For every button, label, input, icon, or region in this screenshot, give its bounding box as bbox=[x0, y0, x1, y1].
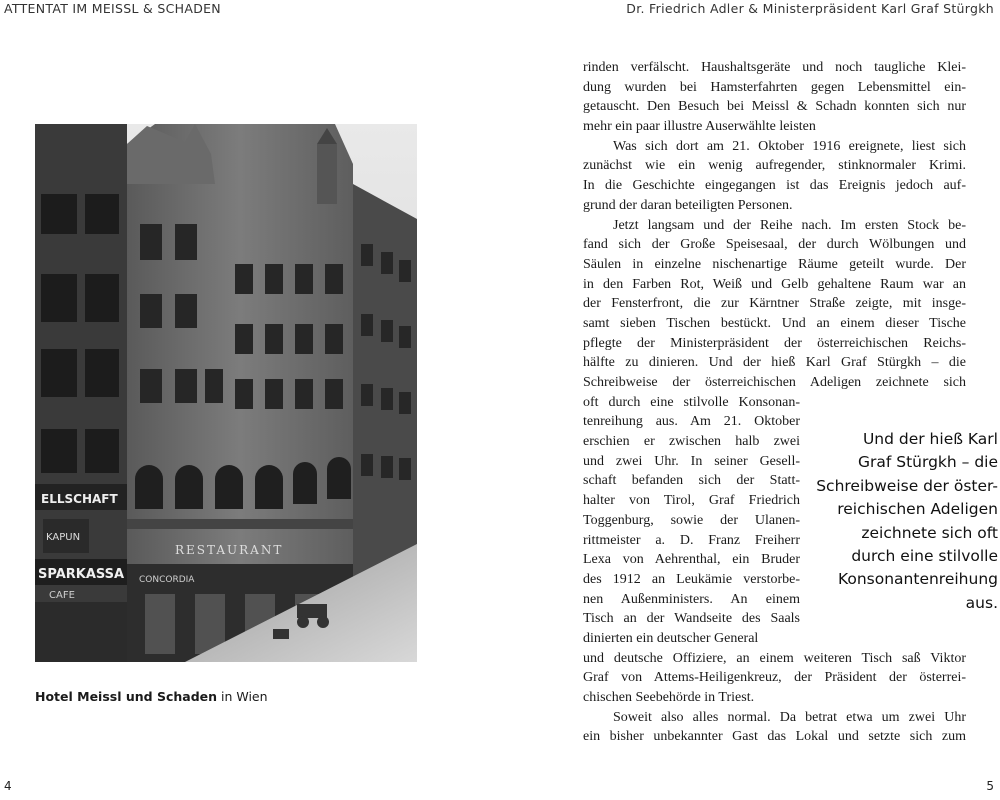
body-line: hälfte zu dinieren. Und der hieß Karl Graf Stürgkh – die bbox=[583, 355, 966, 371]
sign-concordia: CONCORDIA bbox=[139, 575, 195, 585]
pull-quote-line: durch eine stilvolle bbox=[851, 547, 998, 566]
body-line: oft durch eine stilvolle Konsonan- bbox=[583, 394, 800, 410]
pull-quote-line: reichischen Adeligen bbox=[837, 500, 998, 519]
body-line: schaft befanden sich der Statt- bbox=[583, 473, 800, 489]
body-line: tenreihung aus. Am 21. Oktober bbox=[583, 414, 800, 430]
body-line: dung wurden bei Hamsterfahrten gegen Lebensmittel ein- bbox=[583, 79, 966, 95]
body-line: Jetzt langsam und der Reihe nach. Im ersten Stock be- bbox=[613, 217, 966, 233]
body-line: und deutsche Offiziere, an einem weiteren Tisch saß Viktor bbox=[583, 650, 966, 666]
body-line: Schreibweise der österreichischen Adeligen zeichnete sich bbox=[583, 375, 966, 390]
sign-kapun: KAPUN bbox=[46, 532, 81, 543]
body-line: zunächst wie ein wenig aufregender, stinknormaler Krimi. bbox=[583, 158, 966, 174]
body-line: rittmeister a. D. Franz Freiherr bbox=[583, 532, 800, 548]
body-line: chischen Seebehörde in Triest. bbox=[583, 690, 755, 705]
pull-quote-line: zeichnete sich oft bbox=[861, 523, 998, 542]
body-line: erschien er zwischen halb zwei bbox=[583, 434, 800, 450]
pull-quote-line: Konsonantenreihung bbox=[837, 570, 998, 589]
body-line: nen Außenministers. An einem bbox=[583, 591, 800, 607]
body-line: ein bisher unbekannter Gast das Lokal und setzte sich zum bbox=[583, 729, 966, 745]
body-line: der Fensterfront, die zur Kärntner Straße zeigte, mit insge- bbox=[583, 296, 966, 312]
body-line: Was sich dort am 21. Oktober 1916 ereignete, liest sich bbox=[613, 138, 966, 154]
body-text bbox=[583, 58, 966, 747]
running-header-right: Dr. Friedrich Adler & Ministerpräsident Karl Graf Stürgkh bbox=[626, 1, 994, 16]
body-line: mehr ein paar illustre Auserwählte leisten bbox=[583, 119, 816, 135]
running-header-left: ATTENTAT IM MEISSL & SCHADEN bbox=[4, 1, 221, 16]
page-number-left: 4 bbox=[4, 779, 12, 793]
body-line: des 1912 an Leukämie verstorbe- bbox=[583, 571, 800, 587]
pull-quote-line: Und der hieß Karl bbox=[862, 430, 998, 448]
hotel-photo bbox=[35, 124, 417, 662]
figure-caption bbox=[35, 689, 268, 704]
page-number-right: 5 bbox=[986, 779, 994, 793]
pull-quote-line: Schreibweise der öster- bbox=[816, 476, 998, 495]
body-line: Lexa von Aehrenthal, ein Bruder bbox=[583, 552, 800, 568]
caption-location: in Wien bbox=[217, 689, 268, 704]
body-line: Tisch an der Wandseite des Saals bbox=[583, 611, 800, 627]
body-line: Toggenburg, sowie der Ulanen- bbox=[583, 512, 800, 528]
body-line: in den Farben Rot, Weiß und Gelb gehaltene Raum war an bbox=[583, 276, 966, 292]
body-line: pflegte der Ministerpräsident der österreichischen Reichs- bbox=[583, 335, 966, 351]
sign-cafe: CAFE bbox=[49, 590, 75, 601]
sign-sparkassa: SPARKASSA bbox=[38, 567, 125, 582]
body-line: In die Geschichte eingegangen ist das Ereignis jedoch auf- bbox=[583, 178, 966, 194]
sign-ellschaft: ELLSCHAFT bbox=[41, 492, 118, 506]
body-line: rinden verfälscht. Haushaltsgeräte und noch taugliche Klei- bbox=[583, 60, 966, 75]
sign-restaurant: RESTAURANT bbox=[175, 543, 284, 557]
body-line: Säulen in einzelne nischenartige Räume geteilt wurde. Der bbox=[583, 256, 966, 272]
body-line: halter von Tirol, Graf Friedrich bbox=[583, 493, 800, 509]
pull-quote bbox=[812, 428, 998, 615]
body-line: fand sich der Große Speisesaal, der durch Wölbungen und bbox=[583, 237, 966, 253]
body-line: Graf von Attems-Heiligenkreuz, der Präsident der österrei- bbox=[583, 670, 966, 686]
body-line: und zwei Uhr. In seiner Gesell- bbox=[583, 453, 800, 469]
body-line: Soweit also alles normal. Da betrat etwa um zwei Uhr bbox=[613, 709, 966, 725]
pull-quote-line: Graf Stürgkh – die bbox=[857, 453, 998, 472]
body-line: getauscht. Den Besuch bei Meissl & Schadn konnten sich nur bbox=[583, 99, 966, 115]
body-line: dinierten ein deutscher General bbox=[583, 630, 759, 646]
body-line: grund der daran beteiligten Personen. bbox=[583, 197, 793, 213]
body-line: samt sieben Tischen bestückt. Und an einem dieser Tische bbox=[583, 315, 966, 331]
pull-quote-line: aus. bbox=[965, 593, 998, 612]
caption-title: Hotel Meissl und Schaden bbox=[35, 689, 218, 704]
